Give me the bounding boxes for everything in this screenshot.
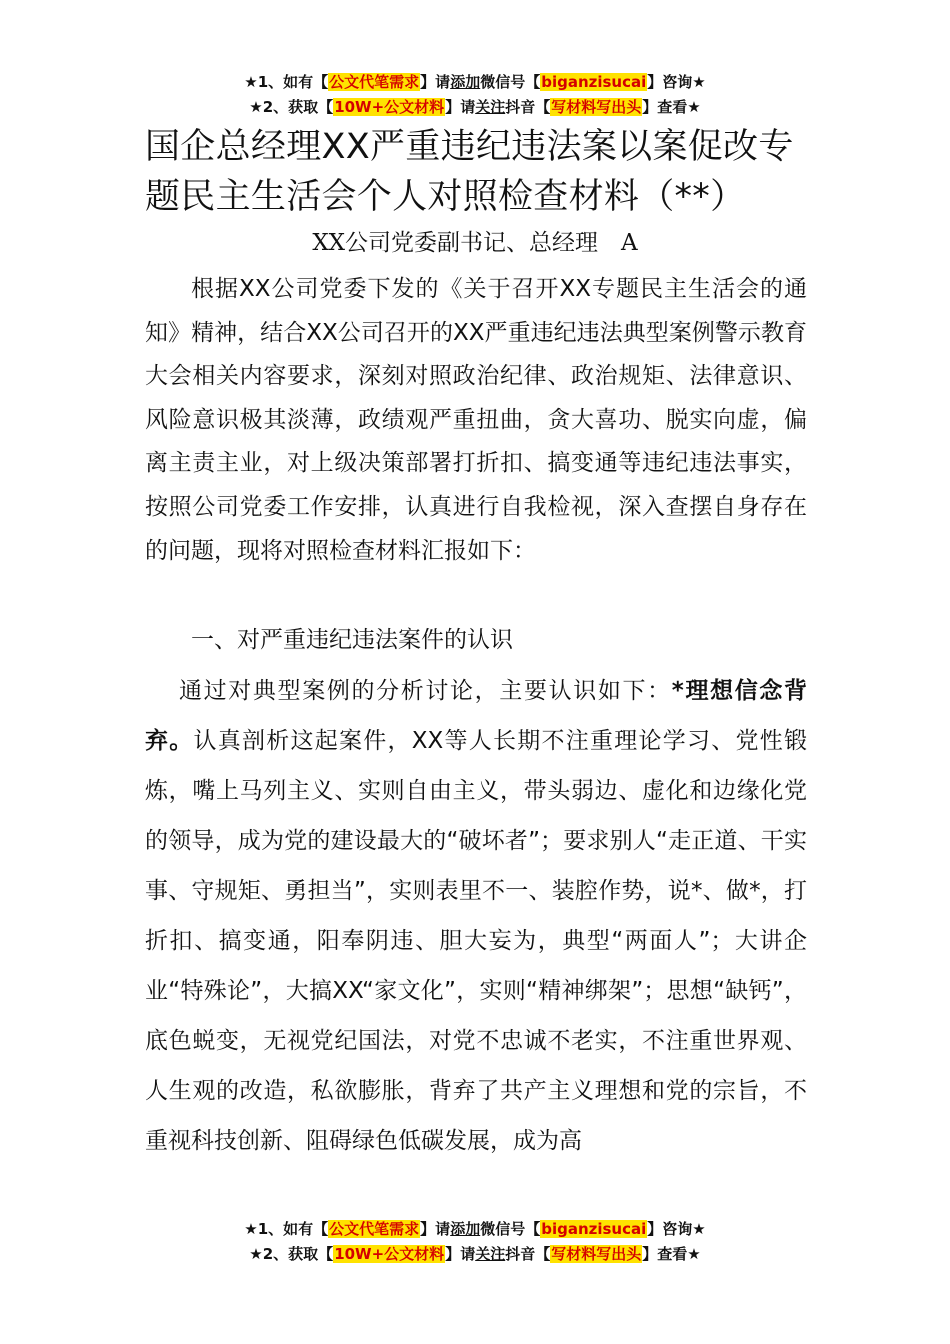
highlight-materials: 10W+公文材料 <box>334 98 445 116</box>
highlight-wechat-id: biganzisucai <box>541 1220 647 1238</box>
top-banner <box>0 70 950 120</box>
document-title: 国企总经理XX严重违纪违法案以案促改专题民主生活会个人对照检查材料（**） <box>145 127 794 217</box>
highlight-service: 公文代笔需求 <box>329 1220 420 1238</box>
banner-line-1: ★1、如有【公文代笔需求】请添加微信号【biganzisucai】咨询★ <box>244 73 706 91</box>
document-author: XX公司党委副书记、总经理 A <box>312 230 638 256</box>
highlight-wechat-id: biganzisucai <box>541 73 647 91</box>
highlight-materials: 10W+公文材料 <box>334 1245 445 1263</box>
bottom-banner <box>0 1217 950 1267</box>
highlight-service: 公文代笔需求 <box>329 73 420 91</box>
highlight-douyin-account: 写材料写出头 <box>551 1245 642 1263</box>
paragraph-cognition: 通过对典型案例的分析讨论，主要认识如下：*理想信念背弃。认真剖析这起案件，XX等人长期不注重理论学习、党性锻炼，嘴上马列主义、实则自由主义，带头弱边、虚化和边缘化党的领导，成为党的建设最大的“破坏者”；要求别人“走正道、干实事、守规矩、勇担当”，实则表里不一、装腔作势，说*、做*，打折扣、搞变通，阳奉阴违、胆大妄为，典型“两面人”；大讲企业“特殊论”，大搞XX“家文化”，实则“精神绑架”；思想“缺钙”，底色蜕变，无视党纪国法，对党不忠诚不老实，不注重世界观、人生观的改造，私欲膨胀，背弃了共产主义理想和党的宗旨，不重视科技创新、阻碍绿色低碳发展，成为高 <box>145 678 808 1154</box>
highlight-douyin-account: 写材料写出头 <box>551 98 642 116</box>
banner-line-2: ★2、获取【10W+公文材料】请关注抖音【写材料写出头】查看★ <box>249 98 701 116</box>
banner-line-1-bottom: ★1、如有【公文代笔需求】请添加微信号【biganzisucai】咨询★ <box>244 1220 706 1238</box>
section-heading-1: 一、对严重违纪违法案件的认识 <box>191 627 513 653</box>
paragraph-intro: 根据XX公司党委下发的《关于召开XX专题民主生活会的通知》精神，结合XX公司召开的XX严重违纪违法典型案例警示教育大会相关内容要求，深刻对照政治纪律、政治规矩、法律意识、风险意识极其淡薄，政绩观严重扭曲，贪大喜功、脱实向虚，偏离主责主业，对上级决策部署打折扣、搞变通等违纪违法事实，按照公司党委工作安排，认真进行自我检视，深入查摆自身存在的问题，现将对照检查材料汇报如下： <box>145 276 807 564</box>
bold-point-1: *理想信念背弃。 <box>145 678 808 754</box>
banner-line-2-bottom: ★2、获取【10W+公文材料】请关注抖音【写材料写出头】查看★ <box>249 1245 701 1263</box>
